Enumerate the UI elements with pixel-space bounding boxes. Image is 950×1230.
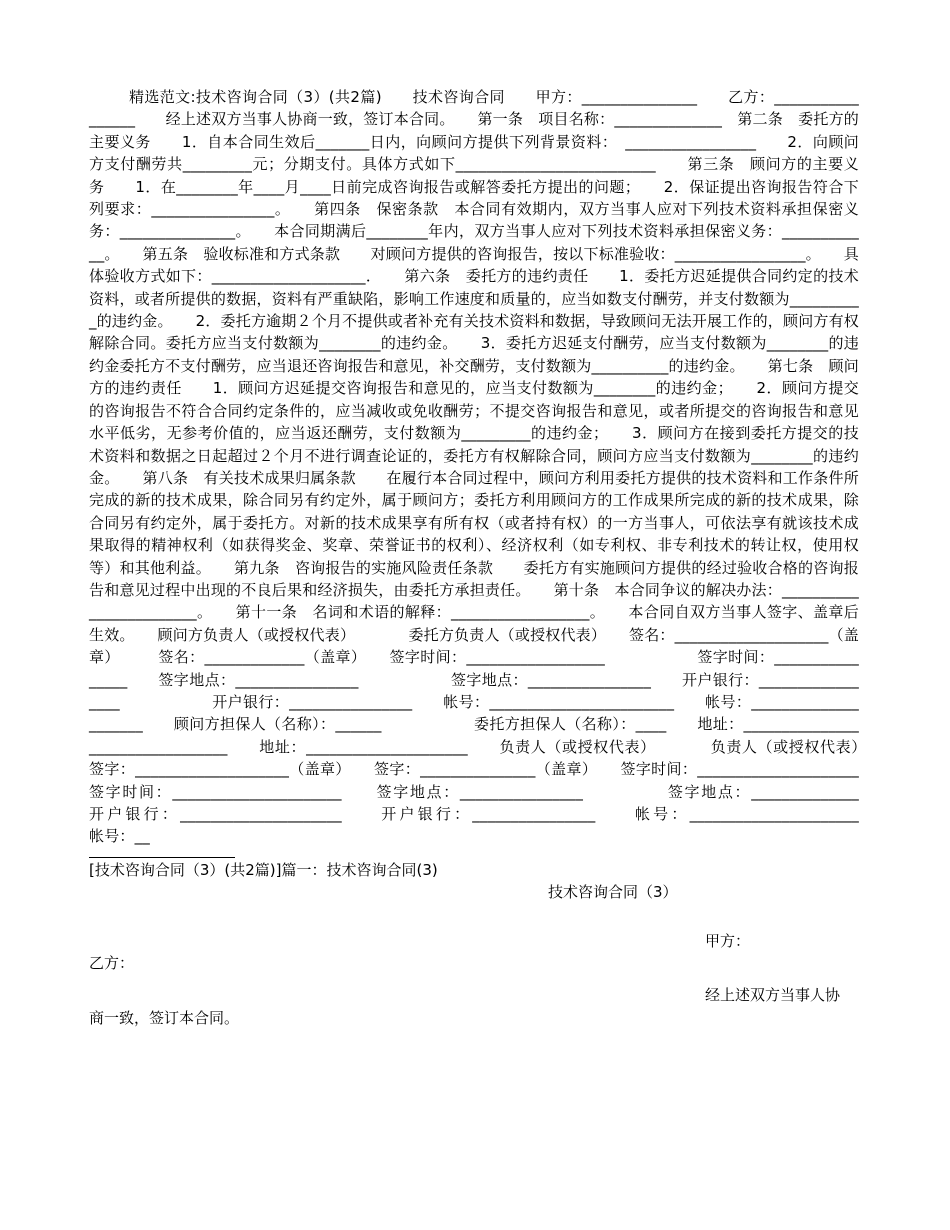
contract-main-text: 精选范文:技术咨询合同（3）(共2篇) 技术咨询合同 甲方：_______________ 乙方：_________________ 经上述双方当事人协商一致，签订本合同。 第一条 项目名称：______________ 第二条 委托方的主要义务 1．自本合同生效后_______日内，向顾问方提供下列背景资料： _________________ 2．向顾问方支付酬劳共_________元；分期支付。具体方式如下__________________________ 第三条 顾问方的主要义务 1．在________年____月____日前完成咨询报告或解答委托方提出的问题； 2．保证提出咨询报告符合下列要求：________________。 第四条 保密条款 本合同有效期内，双方当事人应对下列技术资料承担保密义务：_______________。 本合同期满后________年内，双方当事人应对下列技术资料承担保密义务：____________。 第五条 验收标准和方式条款 对顾问方提供的咨询报告，按以下标准验收：_________________。 具体验收方式如下：____________________． 第六条 委托方的违约责任 1．委托方迟延提供合同约定的技术资料，或者所提供的数据，资料有严重缺陷，影响工作速度和质量的，应当如数支付酬劳，并支付数额为__________的违约金。 2．委托方逾期２个月不提供或者补充有关技术资料和数据，导致顾问无法开展工作的，顾问方有权解除合同。委托方应当支付数额为________的违约金。 3．委托方迟延支付酬劳，应当支付数额为________的违约金委托方不支付酬劳，应当退还咨询报告和意见，补交酬劳，支付数额为__________的违约金。 第七条 顾问方的违约责任 1．顾问方迟延提交咨询报告和意见的，应当支付数额为________的违约金； 2．顾问方提交的咨询报告不符合合同约定条件的，应当减收或免收酬劳；不提交咨询报告和意见，或者所提交的咨询报告和意见水平低劣，无参考价值的，应当返还酬劳，支付数额为_________的违约金； 3．顾问方在接到委托方提交的技术资料和数据之日起超过２个月不进行调查论证的，委托方有权解除合同，顾问方应当支付数额为________的违约金。 第八条 有关技术成果归属条款 在履行本合同过程中，顾问方利用委托方提供的技术资料和工作条件所完成的新的技术成果，除合同另有约定外，属于顾问方；委托方利用顾问方的工作成果所完成的新的技术成果，除合同另有约定外，属于委托方。对新的技术成果享有所有权（或者持有权）的一方当事人，可依法享有就该技术成果取得的精神权利（如获得奖金、奖章、荣誉证书的权利）、经济权利（如专利权、非专利技术的转让权，使用权等）和其他利益。 第九条 咨询报告的实施风险责任条款 委托方有实施顾问方提供的经过验收合格的咨询报告和意见过程中出现的不良后果和经济损失，由委托方承担责任。 第十条 本合同争议的解决办法：________________________。 第十一条 名词和术语的解释：__________________。 本合同自双方当事人签字、盖章后生效。 顾问方负责人（或授权代表） 委托方负责人（或授权代表） 签名：____________________（盖章） 签名：_____________（盖章） 签字时间：__________________ 签字时间：________________ 签字地点：________________ 签字地点：________________ 开户银行：_________________ 开户银行：________________ 帐号：________________________ 帐号：_____________________ 顾问方担保人（名称）：______ 委托方担保人（名称）：____ 地址：_________________________________ 地址：_____________________ 负责人（或授权代表） 负责人（或授权代表） 签字：____________________（盖章） 签字：_______________（盖章） 签字时间：_____________________ 签字时间：______________________ 签字地点：________________ 签字地点：______________ 开户银行：_____________________ 开户银行：________________ 帐号：______________________ 帐号：__: [89, 88, 950, 846]
doc-title: 技术咨询合同（3）: [548, 883, 678, 902]
closing-line-1: 经上述双方当事人协: [705, 986, 841, 1005]
party-a-label: 甲方：: [705, 931, 751, 950]
section-title: [技术咨询合同（3）(共2篇)]篇一：技术咨询合同(3): [89, 860, 438, 879]
trailing-underline: [89, 848, 235, 858]
document-body: [89, 86, 950, 1029]
party-b-label: 乙方：: [89, 954, 135, 973]
closing-line-2: 商一致，签订本合同。: [89, 1008, 240, 1027]
